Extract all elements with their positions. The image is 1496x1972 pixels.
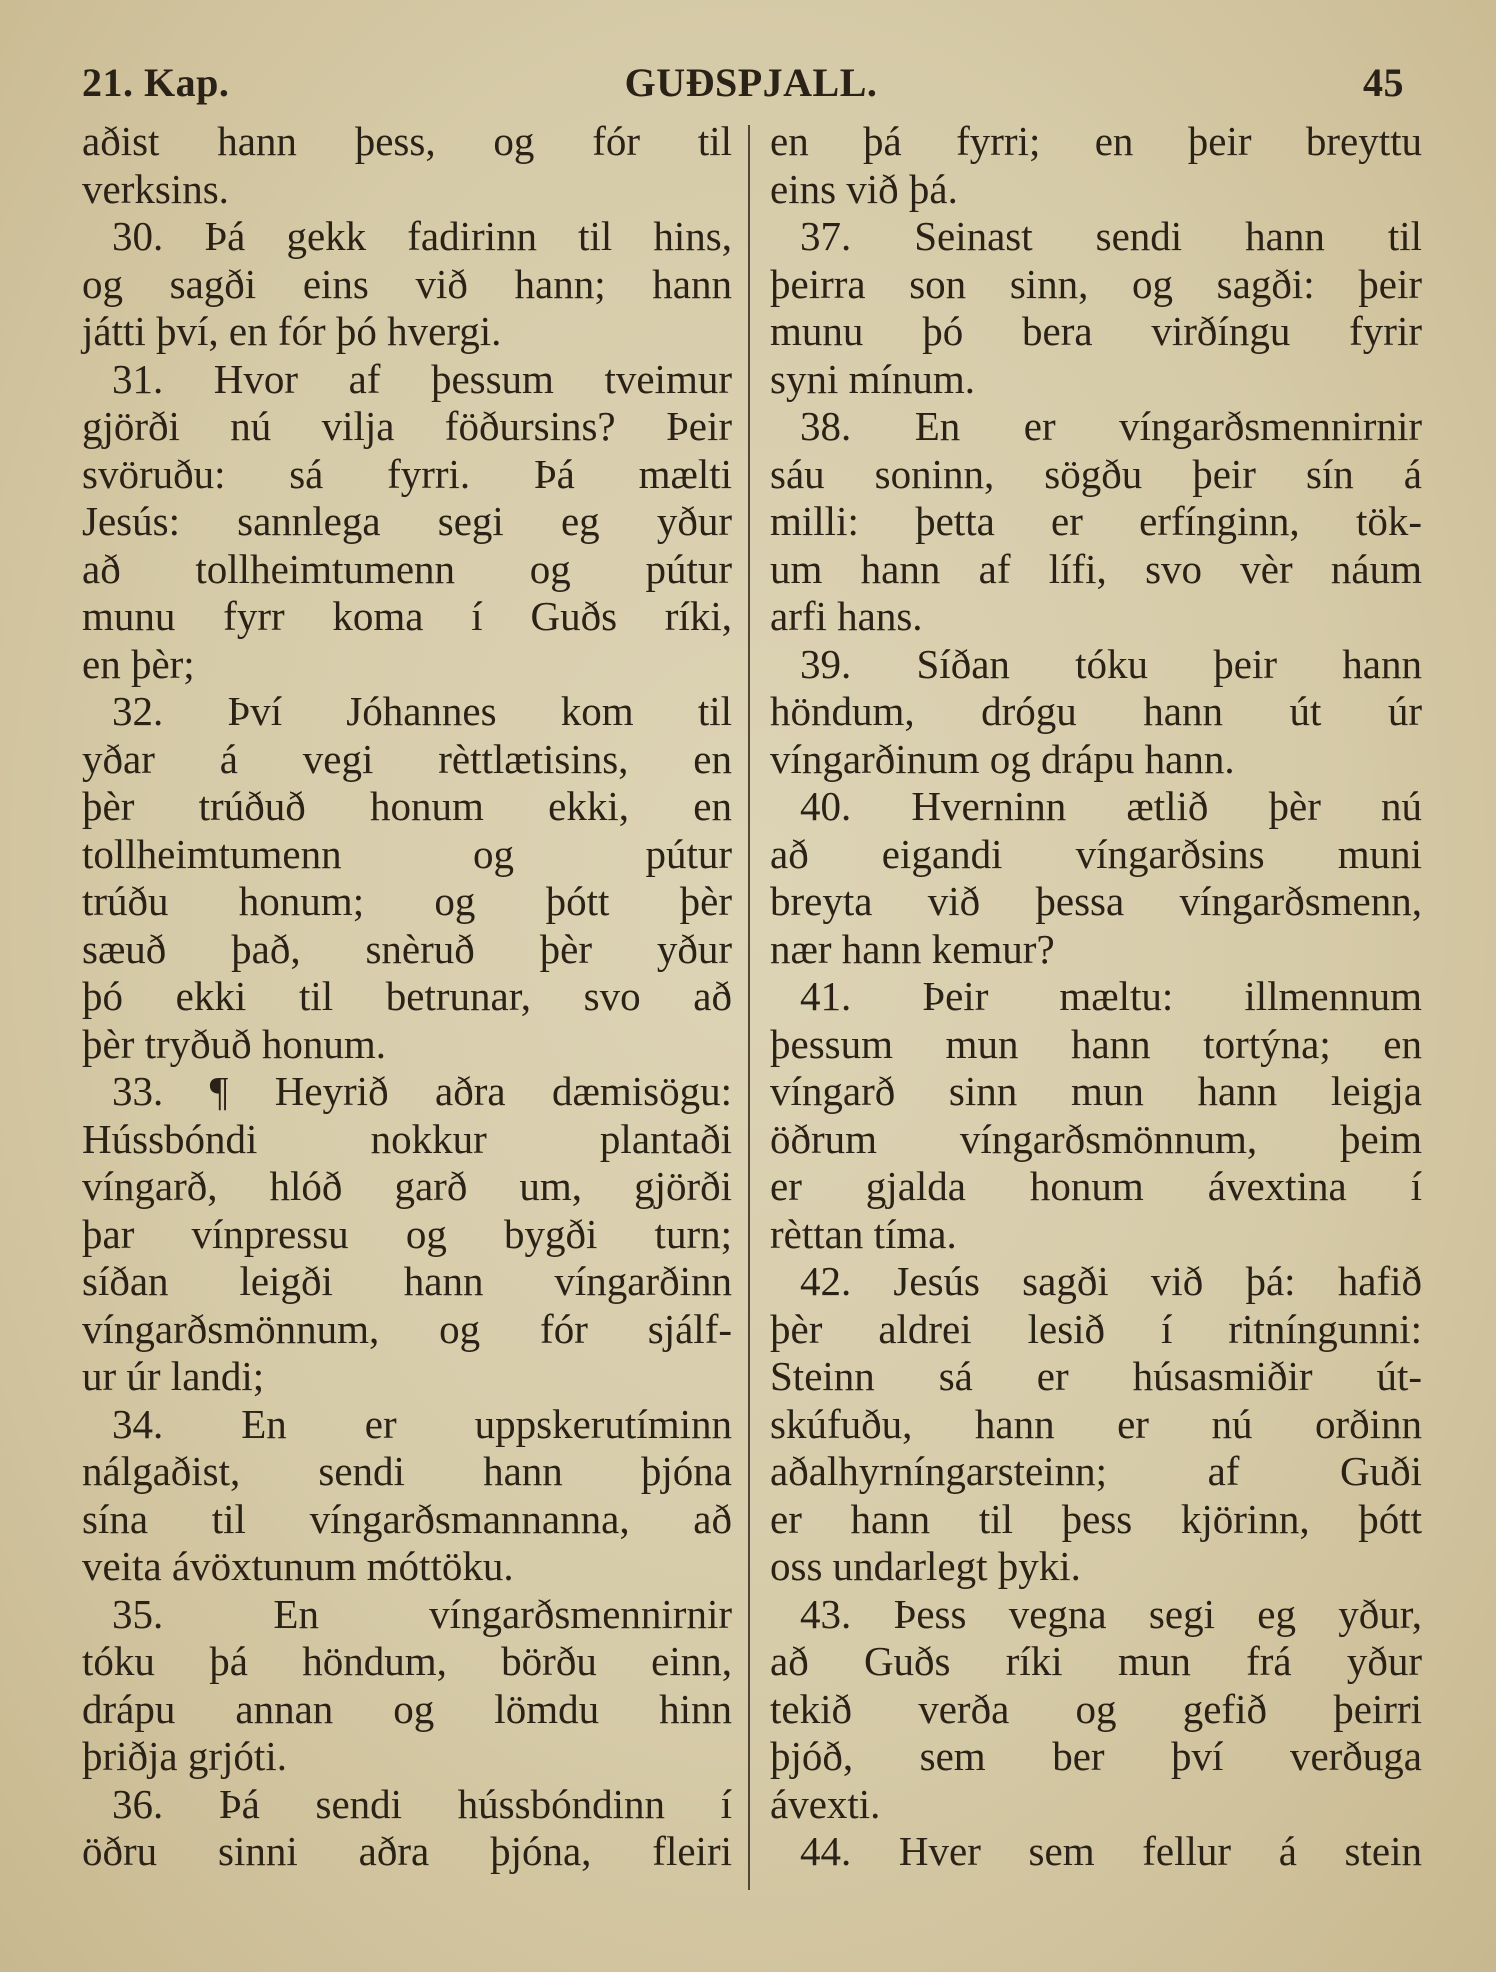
text-line: víngarð, hlóð garð um, gjörði [82, 1163, 732, 1209]
text-line: víngarðsmönnum, og fór sjálf- [82, 1305, 732, 1352]
text-line: þèr tryðuð honum. [82, 1020, 387, 1067]
text-line: tekið verða og gefið þeirri [770, 1685, 1422, 1732]
text-line: svöruðu: sá fyrri. Þá mælti [82, 450, 732, 497]
text-line: sáu soninn, sögðu þeir sín á [770, 450, 1422, 497]
verse-start-line: 36. Þá sendi hússbóndinn í [112, 1780, 732, 1827]
text-line: sæuð það, snèruð þèr yður [82, 925, 732, 972]
text-line: en þá fyrri; en þeir breyttu [770, 118, 1422, 164]
text-line: um hann af lífi, svo vèr náum [770, 545, 1422, 592]
text-line: þriðja grjóti. [82, 1733, 287, 1779]
text-line: víngarðinum og drápu hann. [770, 735, 1235, 782]
text-line: veita ávöxtunum móttöku. [82, 1543, 514, 1589]
text-line: en þèr; [82, 640, 195, 687]
running-title: GUÐSPJALL. [624, 60, 878, 105]
column-divider [748, 125, 750, 1890]
text-line: rèttan tíma. [770, 1210, 957, 1257]
text-line: verksins. [82, 165, 229, 212]
verse-start-line: 30. Þá gekk fadirinn til hins, [112, 213, 732, 259]
verse-start-line: 42. Jesús sagði við þá: hafið [800, 1258, 1422, 1304]
text-line: Hússbóndi nokkur plantaði [82, 1115, 732, 1162]
text-line: ávexti. [770, 1780, 881, 1827]
chapter-heading: 21. Kap. [82, 60, 230, 105]
text-line: nálgaðist, sendi hann þjóna [82, 1448, 732, 1494]
text-line: þessum mun hann tortýna; en [770, 1020, 1422, 1067]
verse-start-line: 38. En er víngarðsmennirnir [800, 403, 1422, 449]
verse-start-line: 41. Þeir mæltu: illmennum [800, 973, 1422, 1019]
text-line: aðist hann þess, og fór til [82, 118, 732, 164]
text-line: þèr trúðuð honum ekki, en [82, 783, 732, 829]
text-line: þar vínpressu og bygði turn; [82, 1210, 732, 1257]
text-line: þèr aldrei lesið í ritníngunni: [770, 1305, 1422, 1352]
verse-start-line: 37. Seinast sendi hann til [800, 213, 1422, 259]
text-line: tóku þá höndum, börðu einn, [82, 1638, 732, 1684]
text-line: gjörði nú vilja föðursins? Þeir [82, 403, 732, 449]
text-line: játti því, en fór þó hvergi. [82, 308, 502, 354]
text-line: að tollheimtumenn og pútur [82, 545, 732, 592]
left-text-column [82, 118, 732, 1876]
right-text-column [770, 118, 1422, 1876]
verse-start-line: 31. Hvor af þessum tveimur [112, 355, 732, 402]
text-line: er gjalda honum ávextina í [770, 1163, 1422, 1209]
text-line: ur úr landi; [82, 1353, 265, 1399]
text-line: að eigandi víngarðsins muni [770, 830, 1422, 877]
verse-start-line: 32. Því Jóhannes kom til [112, 688, 732, 734]
text-line: munu þó bera virðíngu fyrir [770, 308, 1422, 354]
verse-start-line: 35. En víngarðsmennirnir [112, 1590, 732, 1637]
text-line: er hann til þess kjörinn, þótt [770, 1495, 1422, 1542]
text-line: eins við þá. [770, 165, 958, 212]
text-line: sína til víngarðsmannanna, að [82, 1495, 732, 1542]
text-line: nær hann kemur? [770, 925, 1055, 972]
text-line: öðru sinni aðra þjóna, fleiri [82, 1828, 732, 1874]
text-line: breyta við þessa víngarðsmenn, [770, 878, 1422, 924]
text-line: munu fyrr koma í Guðs ríki, [82, 593, 732, 639]
text-line: milli: þetta er erfínginn, tök- [770, 498, 1422, 544]
text-line: síðan leigði hann víngarðinn [82, 1258, 732, 1304]
text-line: skúfuðu, hann er nú orðinn [770, 1400, 1422, 1447]
text-line: drápu annan og lömdu hinn [82, 1685, 732, 1732]
text-line: Jesús: sannlega segi eg yður [82, 498, 732, 544]
text-line: arfi hans. [770, 593, 923, 639]
text-line: víngarð sinn mun hann leigja [770, 1068, 1422, 1114]
verse-start-line: 34. En er uppskerutíminn [112, 1400, 732, 1447]
text-line: og sagði eins við hann; hann [82, 260, 732, 307]
verse-start-line: 43. Þess vegna segi eg yður, [800, 1590, 1422, 1637]
text-line: þeirra son sinn, og sagði: þeir [770, 260, 1422, 307]
text-line: öðrum víngarðsmönnum, þeim [770, 1115, 1422, 1162]
text-line: yðar á vegi rèttlætisins, en [82, 735, 732, 782]
text-line: þó ekki til betrunar, svo að [82, 973, 732, 1019]
page-number: 45 [1363, 60, 1404, 105]
text-line: þjóð, sem ber því verðuga [770, 1733, 1422, 1779]
text-line: syni mínum. [770, 355, 976, 402]
text-line: að Guðs ríki mun frá yður [770, 1638, 1422, 1684]
verse-start-line: 40. Hverninn ætlið þèr nú [800, 783, 1422, 829]
verse-start-line: 33. ¶ Heyrið aðra dæmisögu: [112, 1068, 732, 1114]
text-line: aðalhyrníngarsteinn; af Guði [770, 1448, 1422, 1494]
verse-start-line: 39. Síðan tóku þeir hann [800, 640, 1422, 687]
text-line: Steinn sá er húsasmiðir út- [770, 1353, 1422, 1399]
verse-start-line: 44. Hver sem fellur á stein [800, 1828, 1422, 1874]
text-line: oss undarlegt þyki. [770, 1543, 1081, 1589]
text-line: trúðu honum; og þótt þèr [82, 878, 732, 924]
text-line: höndum, drógu hann út úr [770, 688, 1422, 734]
text-line: tollheimtumenn og pútur [82, 830, 732, 877]
